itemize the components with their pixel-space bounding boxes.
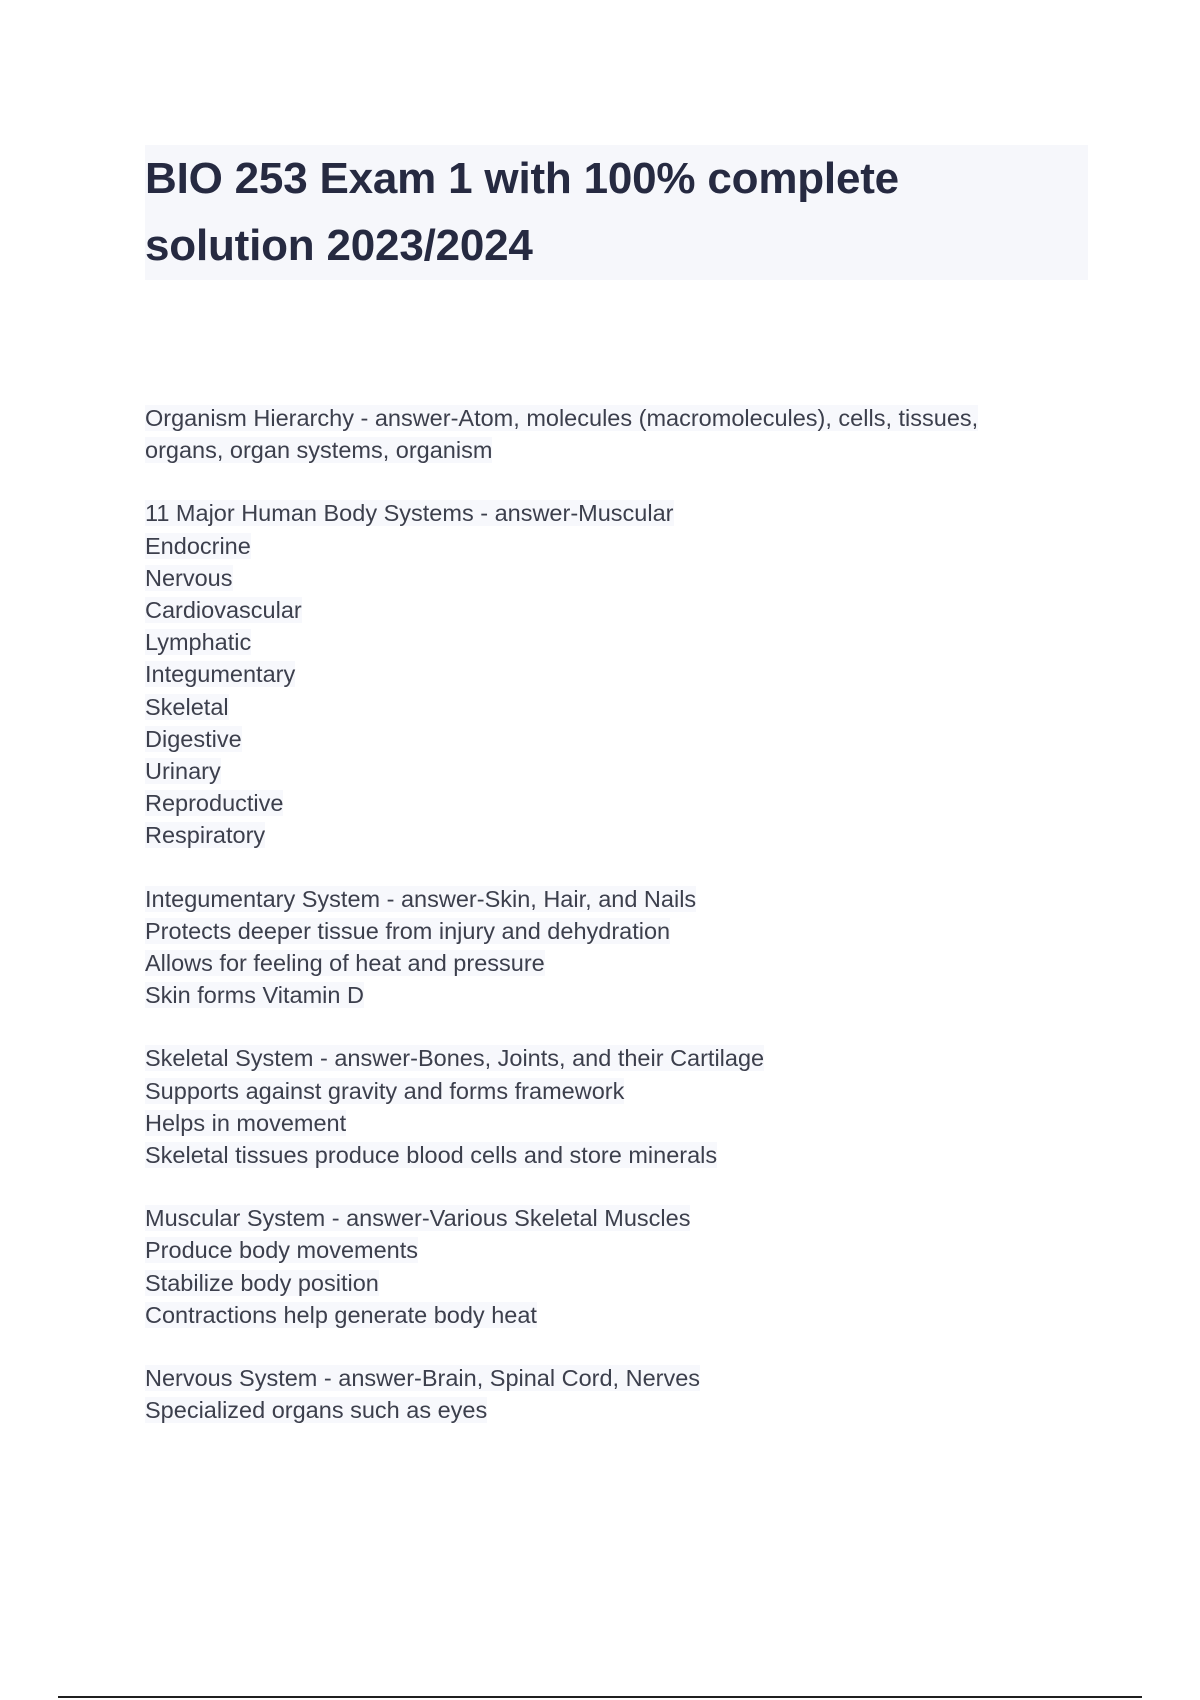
document-title: [145, 145, 1088, 279]
line-text: Reproductive: [145, 790, 284, 817]
qa-question-line: [145, 883, 1065, 915]
line-text: Stabilize body position: [145, 1269, 379, 1296]
line-text: Cardiovascular: [145, 597, 302, 624]
qa-answer-line: [145, 755, 1065, 787]
qa-answer-line: [145, 819, 1065, 851]
title-line: solution 2023/2024: [145, 221, 533, 270]
qa-answer-line: [145, 1139, 1065, 1171]
qa-section: [145, 883, 1065, 1012]
line-text: Helps in movement: [145, 1109, 347, 1136]
line-text: Integumentary: [145, 661, 296, 688]
qa-answer-line: [145, 594, 1065, 626]
line-text: Protects deeper tissue from injury and dehydration: [145, 917, 671, 944]
qa-answer-line: [145, 1107, 1065, 1139]
qa-answer-line: [145, 658, 1065, 690]
line-text: Urinary: [145, 758, 221, 785]
line-text: Endocrine: [145, 532, 251, 559]
line-text: Lymphatic: [145, 629, 252, 656]
line-text: 11 Major Human Body Systems - answer-Muscular: [145, 500, 674, 527]
qa-answer-line: [145, 1267, 1065, 1299]
document-body: [145, 402, 1065, 1457]
qa-answer-line: [145, 723, 1065, 755]
line-text: Skeletal System - answer-Bones, Joints, and their Cartilage: [145, 1045, 765, 1072]
qa-section: [145, 402, 1065, 466]
line-text: Muscular System - answer-Various Skeletal Muscles: [145, 1205, 691, 1232]
line-text: Nervous: [145, 564, 233, 591]
qa-answer-line: [145, 626, 1065, 658]
line-text: Specialized organs such as eyes: [145, 1397, 488, 1424]
qa-answer-line: [145, 1299, 1065, 1331]
footer-divider: [58, 1696, 1142, 1698]
line-text: Organism Hierarchy - answer-Atom, molecules (macromolecules), cells, tissues,: [145, 405, 979, 431]
qa-answer-line: [145, 1075, 1065, 1107]
qa-question-line: [145, 1202, 1065, 1234]
qa-answer-line: [145, 434, 1065, 466]
qa-question-line: [145, 497, 1065, 529]
qa-answer-line: [145, 530, 1065, 562]
line-text: Skin forms Vitamin D: [145, 982, 364, 1009]
line-text: Skeletal: [145, 693, 229, 720]
title-block: [145, 145, 1088, 280]
qa-answer-line: [145, 562, 1065, 594]
line-text: Allows for feeling of heat and pressure: [145, 950, 545, 977]
title-line: BIO 253 Exam 1 with 100% complete: [145, 154, 899, 203]
line-text: Respiratory: [145, 822, 266, 849]
qa-answer-line: [145, 787, 1065, 819]
line-text: Digestive: [145, 725, 242, 752]
line-text: Produce body movements: [145, 1237, 419, 1264]
line-text: Supports against gravity and forms framework: [145, 1077, 625, 1104]
line-text: Contractions help generate body heat: [145, 1301, 537, 1328]
qa-answer-line: [145, 979, 1065, 1011]
qa-answer-line: [145, 691, 1065, 723]
line-text: Nervous System - answer-Brain, Spinal Cord, Nerves: [145, 1365, 701, 1392]
qa-answer-line: [145, 947, 1065, 979]
qa-section: [145, 1042, 1065, 1171]
line-text: Skeletal tissues produce blood cells and store minerals: [145, 1142, 718, 1169]
qa-answer-line: [145, 915, 1065, 947]
qa-section: [145, 497, 1065, 851]
qa-question-line: [145, 1042, 1065, 1074]
qa-section: [145, 1362, 1065, 1426]
qa-section: [145, 1202, 1065, 1331]
qa-question-line: [145, 402, 1065, 434]
qa-answer-line: [145, 1234, 1065, 1266]
qa-question-line: [145, 1362, 1065, 1394]
line-text: Integumentary System - answer-Skin, Hair, and Nails: [145, 885, 697, 912]
line-text: organs, organ systems, organism: [145, 437, 493, 464]
qa-answer-line: [145, 1394, 1065, 1426]
